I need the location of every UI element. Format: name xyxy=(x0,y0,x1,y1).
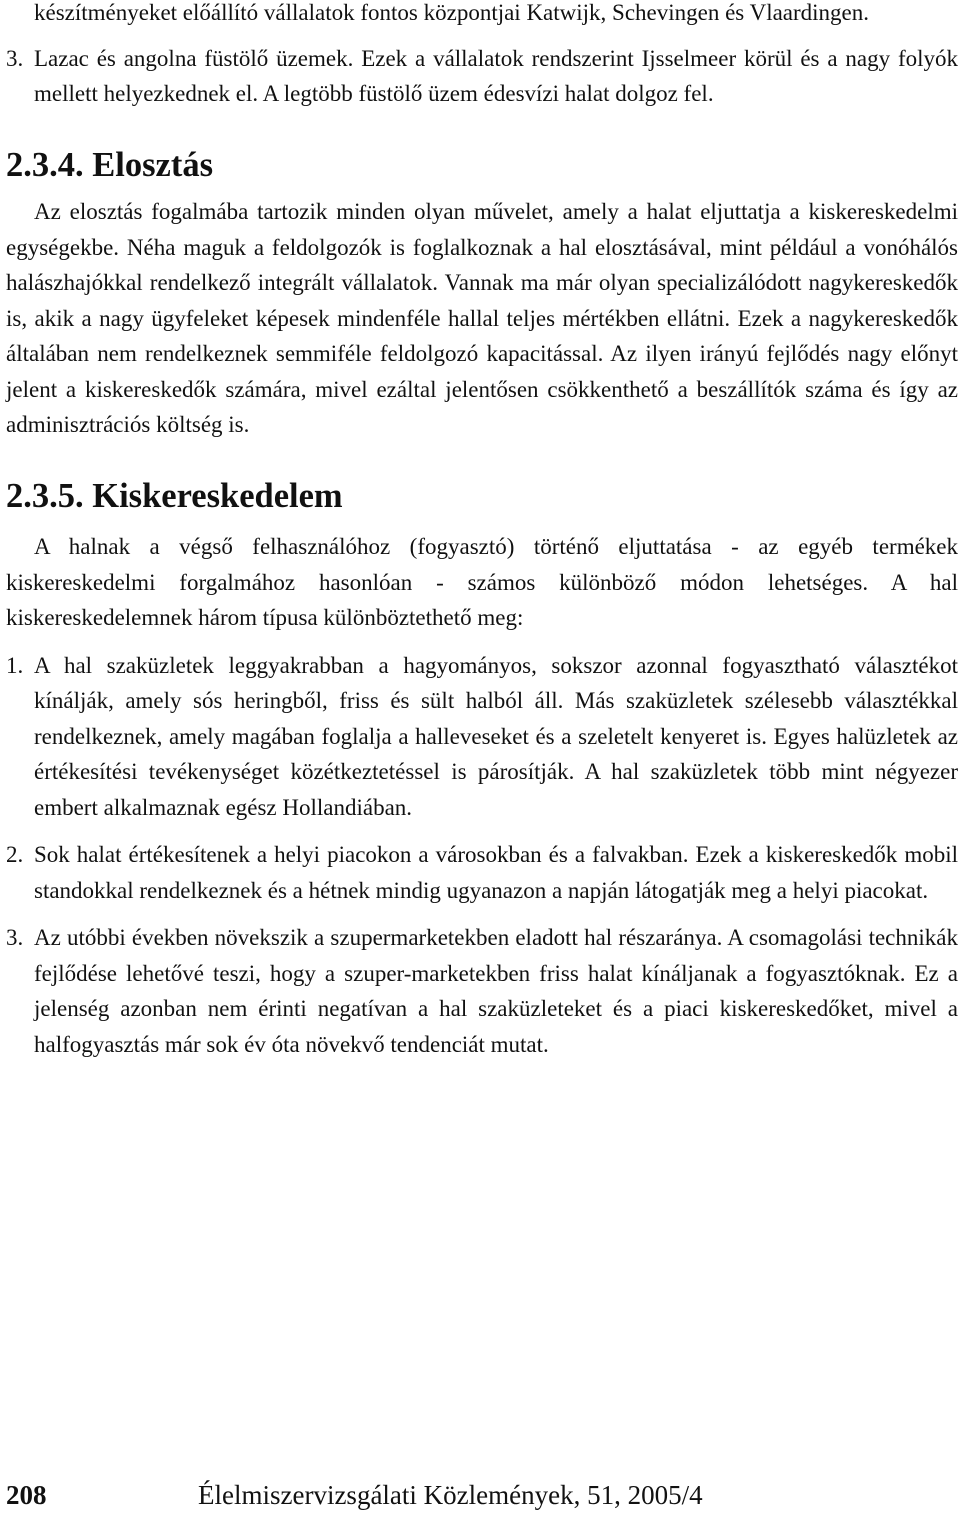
retail-paragraph: A halnak a végső felhasználóhoz (fogyasztó) történő eljuttatása - az egyéb termékek kiskereskedelmi forgalmához hasonlóan - számos különböző módon lehetséges. A hal kiskereskedelemnek három típusa különböztethető meg: xyxy=(6,534,958,630)
list-item-text: Sok halat értékesítenek a helyi piacokon a városokban és a falvakban. Ezek a kiskereskedők mobil standokkal rendelkeznek és a hétnek mindig ugyanazon a napján látogatják meg a helyi piacokat. xyxy=(34,842,958,903)
retail-list-item-1 xyxy=(6,648,958,826)
list-item-number: 1. xyxy=(6,652,24,678)
top-fragment-paragraph: készítményeket előállító vállalatok fontos központjai Katwijk, Schevingen és Vlaardingen. xyxy=(34,0,870,25)
list-item-text: Lazac és angolna füstölő üzemek. Ezek a vállalatok rendszerint Ijsselmeer körül és a nagy folyók mellett helyezkednek el. A legtöbb füstölő üzem édesvízi halat dolgoz fel. xyxy=(34,45,958,106)
page-number: 208 xyxy=(6,1480,47,1510)
page-footer xyxy=(6,1477,958,1517)
document-body xyxy=(6,0,958,1062)
distribution-paragraph: Az elosztás fogalmába tartozik minden olyan művelet, amely a halat eljuttatja a kiskereskedelmi egységekbe. Néha maguk a feldolgozók is foglalkoznak a hal elosztásával, mint például a vonóhálós halászhajókkal rendelkező integrált vállalatok. Vannak ma már olyan specializálódott nagykereskedők is, akik a nagy ügyfeleket képesek mindenféle hallal teljes mértékben ellátni. Ezek a nagykereskedők általában nem rendelkeznek semmiféle feldolgozó kapacitással. Az ilyen irányú fejlődés nagy előnyt jelent a kiskereskedők számára, mivel ezáltal jelentősen csökkenthető a beszállítók száma és így az adminisztrációs költség is. xyxy=(6,199,958,437)
list-item-number: 3. xyxy=(6,45,24,71)
journal-citation: Élelmiszervizsgálati Közlemények, 51, 2005/4 xyxy=(198,1480,703,1510)
list-item-number: 3. xyxy=(6,925,24,950)
list-item-3-smoking xyxy=(6,41,958,112)
retail-list-item-2 xyxy=(6,837,958,908)
section-heading-retail: 2.3.5. Kiskereskedelem xyxy=(6,476,343,515)
list-item-text: A hal szaküzletek leggyakrabban a hagyományos, sokszor azonnal fogyasztható választékot kínálják, amely sós heringből, friss és sült halból áll. Más szaküzletek szélesebb választékkal rendelkeznek, amely magában foglalja a halleveseket és a szeletelt kenyeret is. Egyes halüzletek az értékesítési tevékenységet közétkeztetéssel is párosítják. A hal szaküzletek több mint négyezer embert alkalmaznak egész Hollandiában. xyxy=(34,652,958,820)
list-item-number: 2. xyxy=(6,842,24,867)
retail-list-item-3 xyxy=(6,920,958,1062)
section-heading-distribution: 2.3.4. Elosztás xyxy=(6,145,213,184)
list-item-text: Az utóbbi években növekszik a szupermarketekben eladott hal részaránya. A csomagolási technikák fejlődése lehetővé teszi, hogy a szuper-marketekben friss halat kínáljanak a fogyasztóknak. Ez a jelenség azonban nem érinti negatívan a hal szaküzleteket és a piaci kiskereskedőket, mivel a halfogyasztás már sok év óta növekvő tendenciát mutat. xyxy=(34,925,958,1057)
